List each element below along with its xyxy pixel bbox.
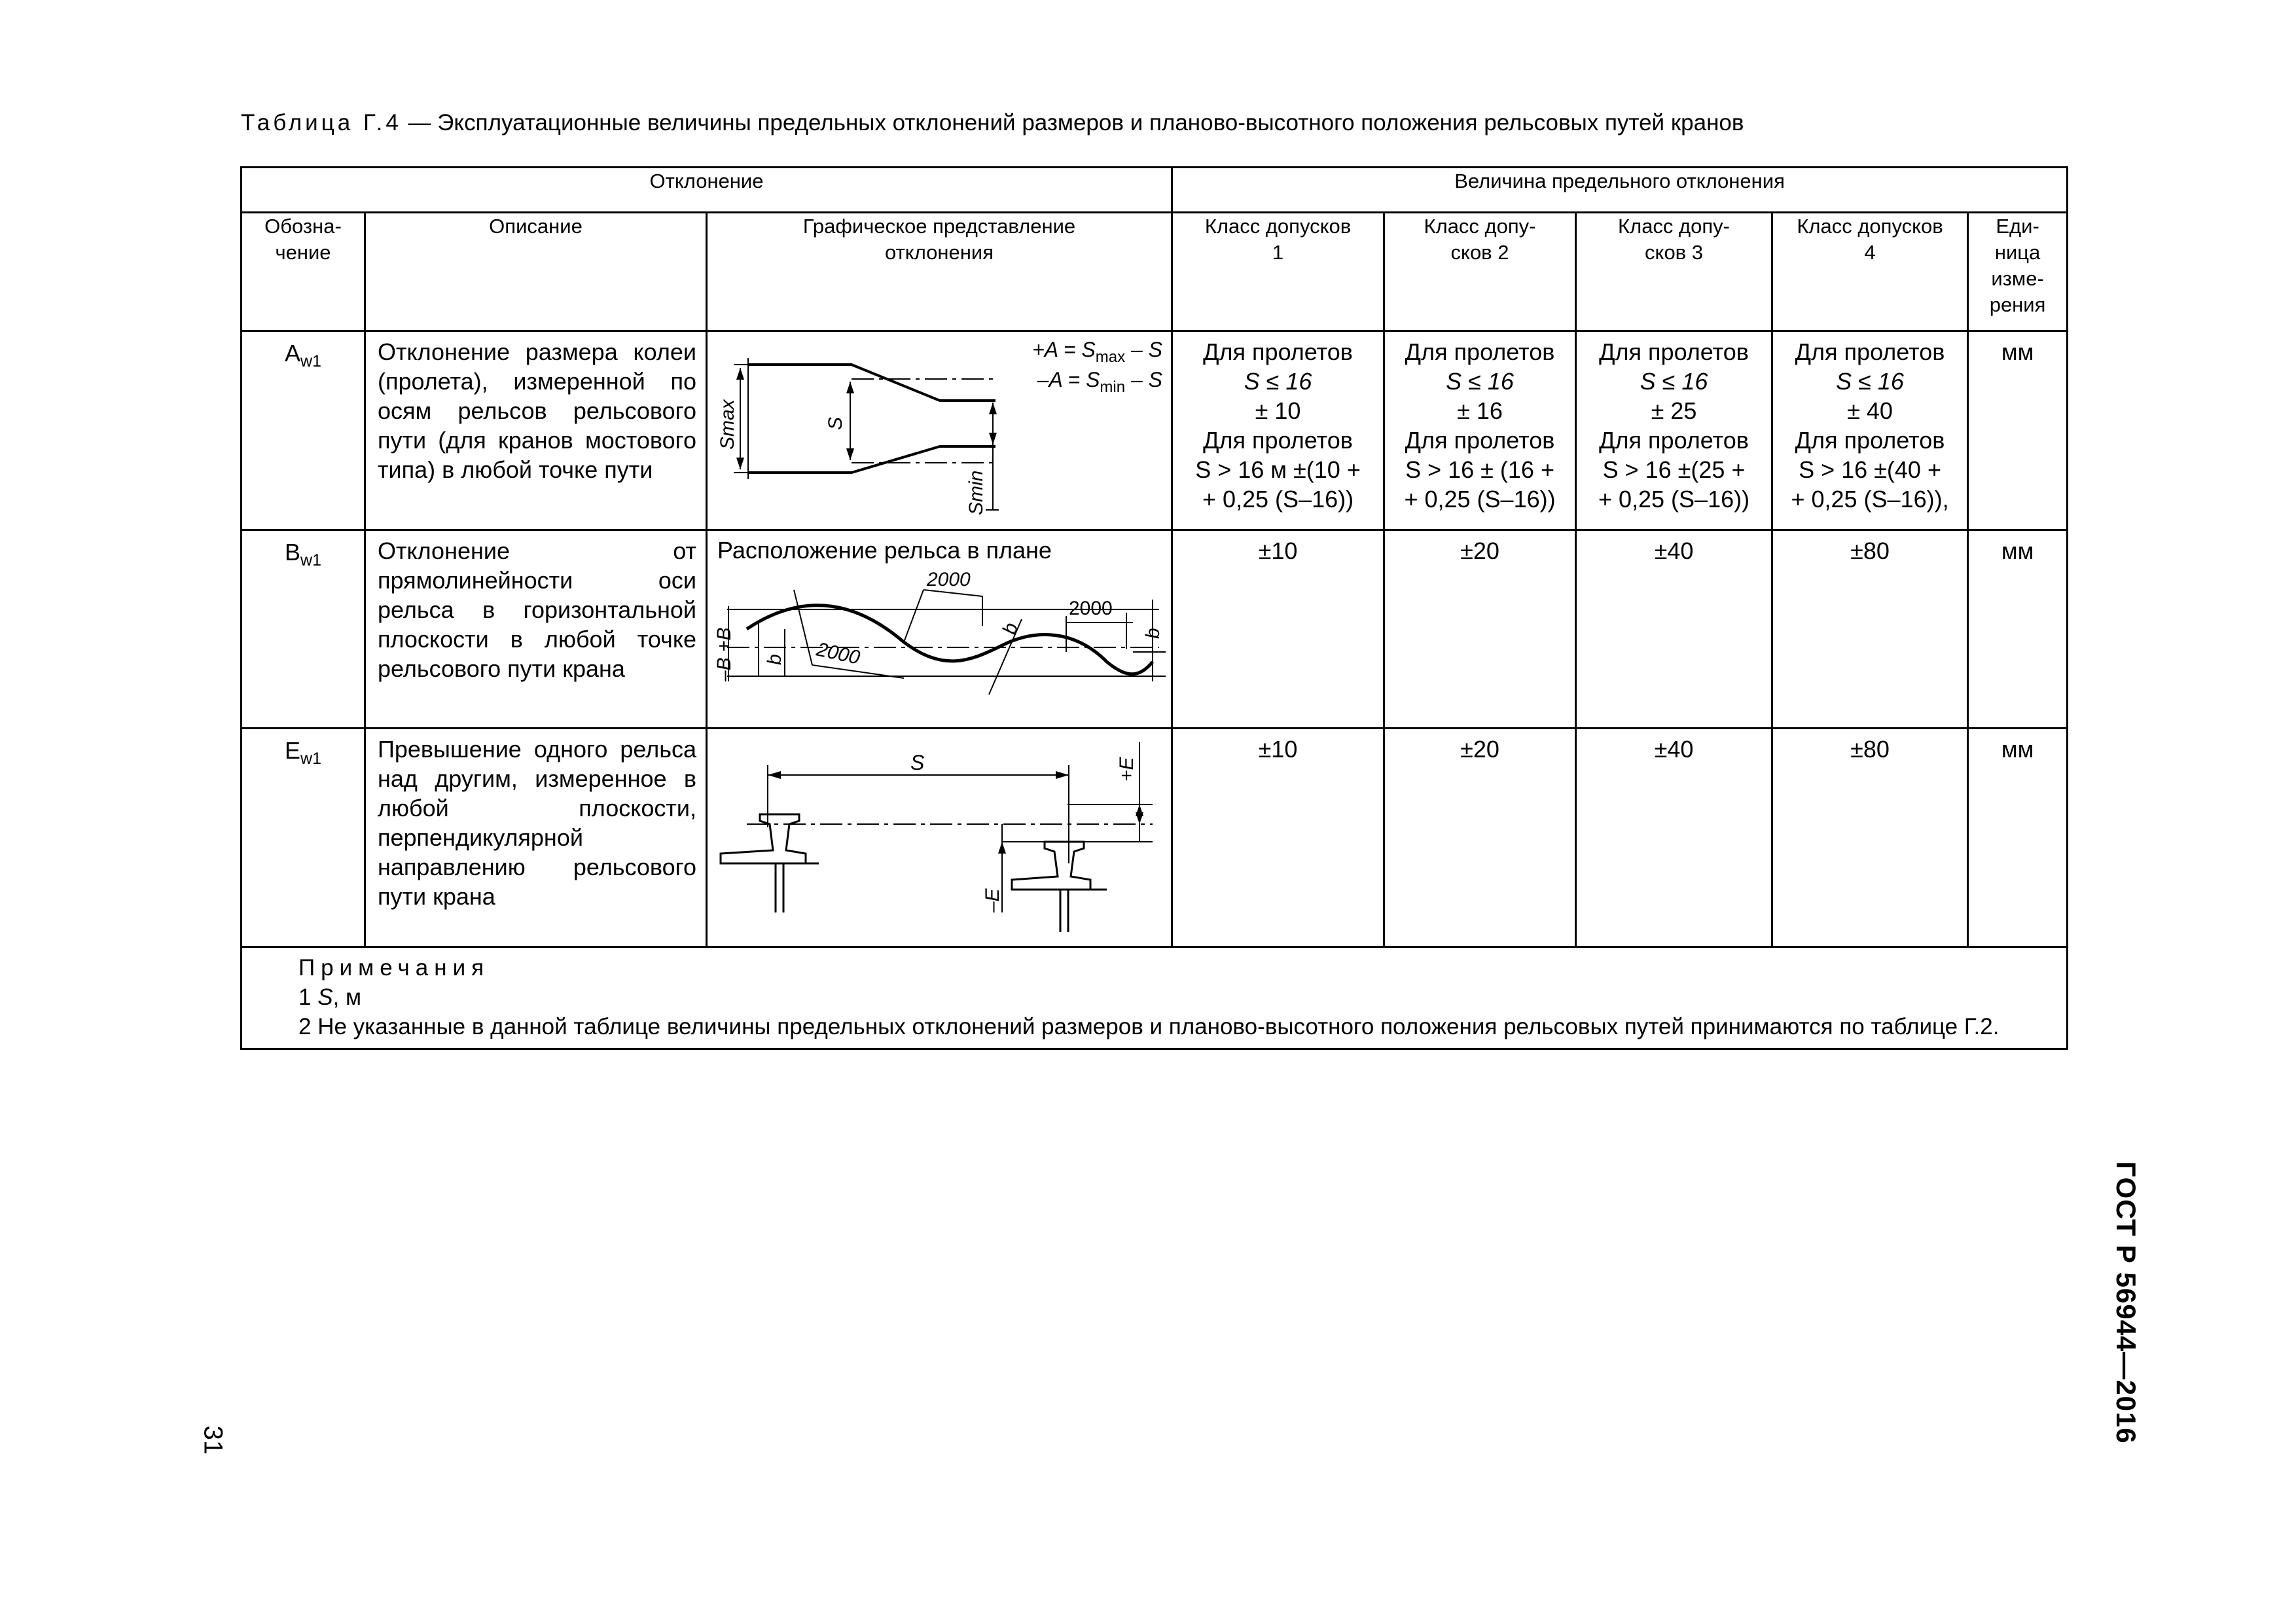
track-gauge-diagram	[708, 332, 1169, 520]
dim-2000-right: 2000	[1069, 598, 1113, 619]
class-2-value: ±20	[1384, 729, 1576, 947]
header-unit: Еди- ница изме- рения	[1968, 213, 2068, 331]
header-deviation: Отклонение	[242, 168, 1172, 213]
class-1-value: Для пролетов S ≤ 16 ± 10 Для пролетов S > 16 м ±(10 + + 0,25 (S–16))	[1172, 331, 1384, 530]
row-graphic	[707, 530, 1172, 729]
dim-2000-left: 2000	[814, 638, 862, 669]
header-row-1	[242, 168, 2068, 213]
header-designation: Обозна- чение	[242, 213, 365, 331]
rail-elevation-diagram	[708, 729, 1169, 937]
dim-2000-top: 2000	[927, 569, 971, 590]
header-class-1: Класс допусков 1	[1172, 213, 1384, 331]
rail-straightness-diagram	[708, 531, 1169, 719]
page-number: 31	[198, 1425, 228, 1455]
notes-title: Примечания	[298, 955, 490, 981]
header-description: Описание	[365, 213, 707, 331]
row-designation: $A_{w1}$	[242, 331, 365, 530]
label-smin: Smin	[965, 470, 987, 515]
table-row	[242, 530, 2068, 729]
header-class-2: Класс допу- сков 2	[1384, 213, 1576, 331]
header-row-2	[242, 213, 2068, 331]
row-unit: мм	[1968, 729, 2068, 947]
label-minus-e: –E	[982, 888, 1003, 912]
row-designation: $E_{w1}$	[242, 729, 365, 947]
deviation-table	[240, 166, 2068, 1050]
row-unit: мм	[1968, 331, 2068, 530]
row-description: Отклонение размера колеи (пролета), измеренной по осям рельсов рельсового пути (для кранов мостового типа) в любой точке пути	[365, 331, 707, 530]
table-caption-text: — Эксплуатационные величины предельных отклонений размеров и планово-высотного положения рельсовых путей кранов	[401, 110, 1744, 135]
gauge-lines	[734, 358, 999, 510]
class-4-value: ±80	[1772, 530, 1968, 729]
label-b-left: b	[764, 654, 785, 665]
label-s: S	[910, 751, 925, 774]
table-caption	[241, 110, 1744, 136]
row-unit: мм	[1968, 530, 2068, 729]
diagram-title: Расположение рельса в плане	[717, 537, 1052, 564]
row-graphic	[707, 729, 1172, 947]
label-b-right: b	[1142, 628, 1164, 639]
table-caption-label: Таблица Г.4	[241, 110, 402, 135]
header-class-4: Класс допусков 4	[1772, 213, 1968, 331]
class-4-value: ±80	[1772, 729, 1968, 947]
class-2-value: Для пролетов S ≤ 16 ± 16 Для пролетов S > 16 ± (16 + + 0,25 (S–16))	[1384, 331, 1576, 530]
header-class-3: Класс допу- сков 3	[1576, 213, 1772, 331]
class-1-value: ±10	[1172, 729, 1384, 947]
note-1: 1 S, м	[298, 984, 362, 1010]
class-3-value: Для пролетов S ≤ 16 ± 25 Для пролетов S > 16 ±(25 + + 0,25 (S–16))	[1576, 331, 1772, 530]
table-row	[242, 729, 2068, 947]
table-row	[242, 331, 2068, 530]
standard-number: ГОСТ Р 56944—2016	[2111, 1161, 2142, 1444]
class-3-value: ±40	[1576, 530, 1772, 729]
notes-row	[242, 947, 2068, 1049]
header-limit-value: Величина предельного отклонения	[1172, 168, 2068, 213]
class-3-value: ±40	[1576, 729, 1772, 947]
row-graphic	[707, 331, 1172, 530]
row-designation: $B_{w1}$	[242, 530, 365, 729]
label-s: S	[825, 416, 846, 430]
header-graphic: Графическое представление отклонения	[707, 213, 1172, 331]
formula-plus-a: $+A = S_{max} - S$	[1032, 338, 1162, 366]
row-description: Отклонение от прямолинейности оси рельса в горизонтальной плоскости в любой точке рельсового пути крана	[365, 530, 707, 729]
label-plus-e: +E	[1116, 757, 1138, 782]
row-description: Превышение одного рельса над другим, измеренное в любой плоскости, перпендикулярной направлению рельсового пути крана	[365, 729, 707, 947]
notes-cell	[242, 947, 2068, 1049]
label-b-middle: b	[998, 621, 1023, 637]
class-2-value: ±20	[1384, 530, 1576, 729]
label-minus-plus-b: –B +B	[713, 627, 735, 681]
class-1-value: ±10	[1172, 530, 1384, 729]
class-4-value: Для пролетов S ≤ 16 ± 40 Для пролетов S > 16 ±(40 + + 0,25 (S–16)),	[1772, 331, 1968, 530]
rail-profile-lines	[721, 742, 1153, 932]
formula-minus-a: $-A = S_{min} - S$	[1037, 368, 1162, 396]
note-2: 2 Не указанные в данной таблице величины предельных отклонений размеров и планово-высотного положения рельсовых путей принимаются по таблице Г.2.	[298, 1014, 2000, 1039]
label-smax: Smax	[717, 399, 738, 450]
